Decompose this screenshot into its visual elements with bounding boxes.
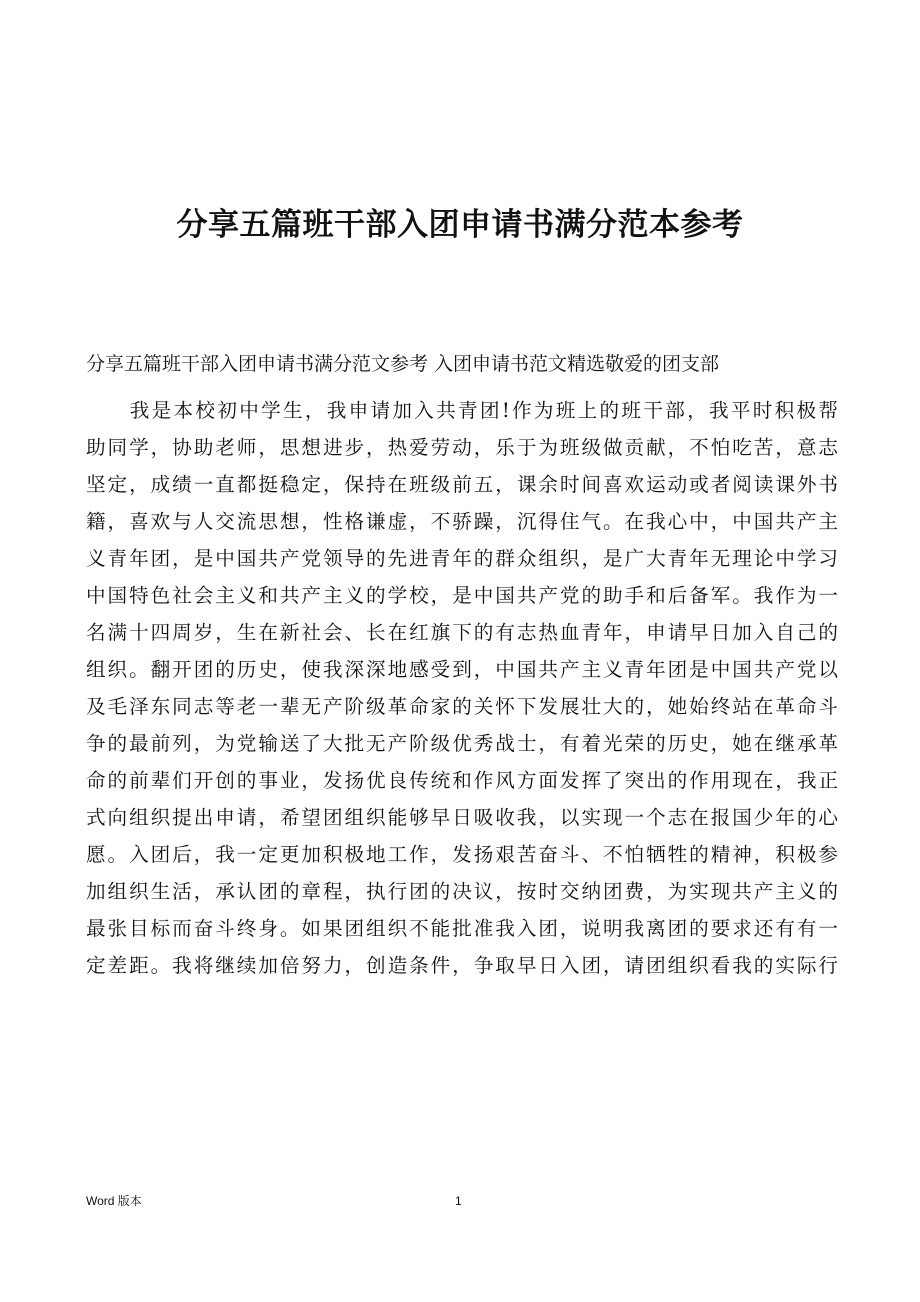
body-line: 籍，喜欢与人交流思想，性格谦虚，不骄躁，沉得住气。在我心中，中国共产主 xyxy=(86,510,838,533)
body-line: 命的前辈们开创的事业，发扬优良传统和作风方面发挥了突出的作用现在，我正 xyxy=(86,769,838,792)
body-line: 最张目标而奋斗终身。如果团组织不能批准我入团，说明我离团的要求还有有一 xyxy=(86,917,838,940)
body-line: 加组织生活，承认团的章程，执行团的决议，按时交纳团费，为实现共产主义的 xyxy=(86,880,838,903)
body-line: 中国特色社会主义和共产主义的学校，是中国共产党的助手和后备军。我作为一 xyxy=(86,584,838,607)
body-line: 名满十四周岁，生在新社会、长在红旗下的有志热血青年，申请早日加入自己的 xyxy=(86,621,838,644)
body-line: 组织。翻开团的历史，使我深深地感受到，中国共产主义青年团是中国共产党以 xyxy=(86,658,838,681)
body-line: 义青年团，是中国共产党领导的先进青年的群众组织，是广大青年无理论中学习 xyxy=(86,547,838,570)
document-body xyxy=(86,392,838,984)
body-line: 我是本校初中学生，我申请加入共青团!作为班上的班干部，我平时积极帮 xyxy=(86,399,838,422)
footer-version-label: Word 版本 xyxy=(86,1194,142,1208)
body-line: 定差距。我将继续加倍努力，创造条件，争取早日入团，请团组织看我的实际行 xyxy=(86,954,838,977)
document-subtitle: 分享五篇班干部入团申请书满分范文参考 入团申请书范文精选敬爱的团支部 xyxy=(86,353,720,375)
body-line: 坚定，成绩一直都挺稳定，保持在班级前五，课余时间喜欢运动或者阅读课外书 xyxy=(86,473,838,496)
footer-page-number: 1 xyxy=(455,1194,462,1208)
body-line: 式向组织提出申请，希望团组织能够早日吸收我，以实现一个志在报国少年的心 xyxy=(86,806,838,829)
body-line: 助同学，协助老师，思想进步，热爱劳动，乐于为班级做贡献，不怕吃苦，意志 xyxy=(86,436,838,459)
body-line: 愿。入团后，我一定更加积极地工作，发扬艰苦奋斗、不怕牺牲的精神，积极参 xyxy=(86,843,838,866)
body-line: 争的最前列，为党输送了大批无产阶级优秀战士，有着光荣的历史，她在继承革 xyxy=(86,732,838,755)
document-title: 分享五篇班干部入团申请书满分范本参考 xyxy=(176,207,744,243)
body-line: 及毛泽东同志等老一辈无产阶级革命家的关怀下发展壮大的，她始终站在革命斗 xyxy=(86,695,838,718)
